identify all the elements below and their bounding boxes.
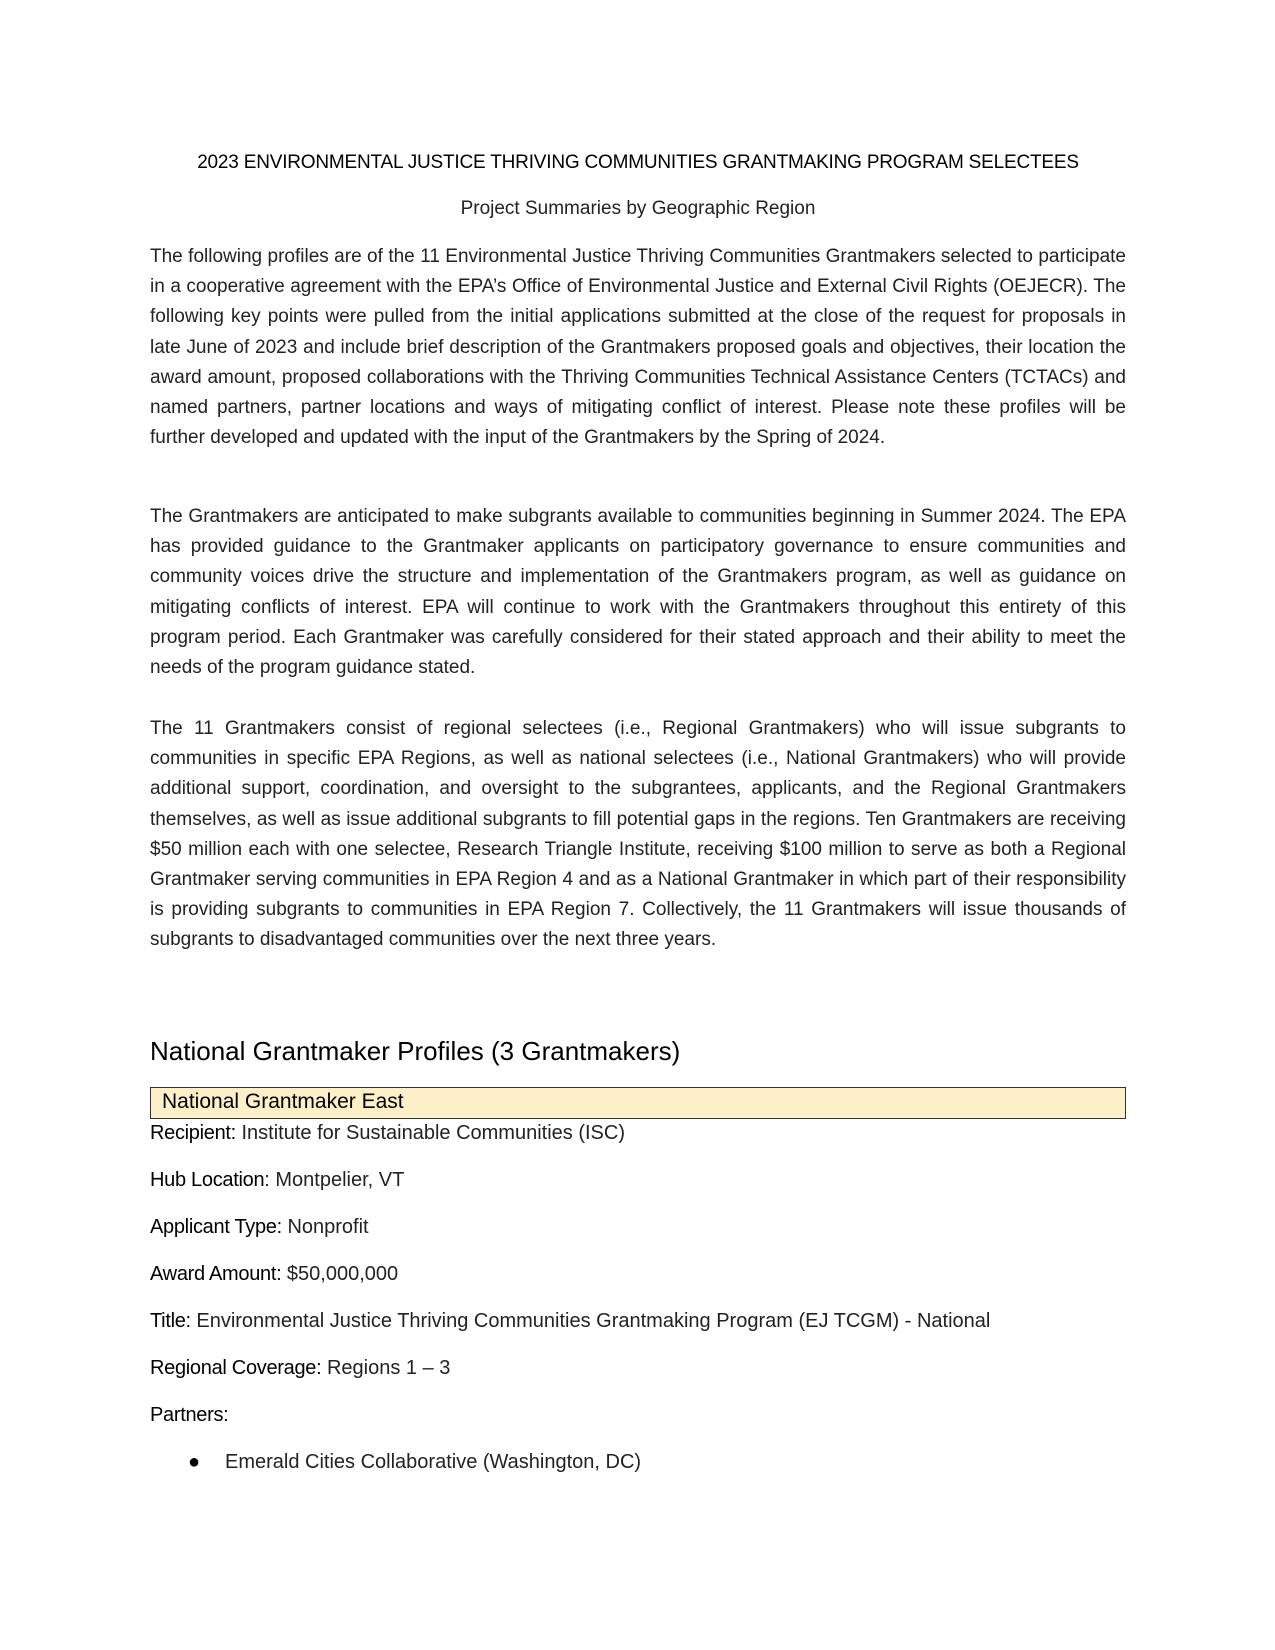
regional-coverage-label: Regional Coverage: bbox=[150, 1357, 322, 1379]
profile-title: National Grantmaker East bbox=[162, 1090, 404, 1113]
hub-location-value: : Montpelier, VT bbox=[264, 1169, 405, 1191]
intro-paragraph: The following profiles are of the 11 Environmental Justice Thriving Communities Grantmakers selected to participate in a cooperative agreement with the EPA’s Office of Environmental Justice and External Civil Rights (OEJECR). The following key points were pulled from the initial applications submitted at the close of the request for proposals in late June of 2023 and include brief description of the Grantmakers proposed goals and objectives, their location the award amount, proposed collaborations with the Thriving Communities Technical Assistance Centers (TCTACs) and named partners, partner locations and ways of mitigating conflict of interest. Please note these profiles will be further developed and updated with the input of the Grantmakers by the Spring of 2024. bbox=[150, 246, 1126, 449]
program-title-value: Environmental Justice Thriving Communities Grantmaking Program (EJ TCGM) - National bbox=[190, 1310, 991, 1332]
profile-header-box bbox=[150, 1087, 1126, 1119]
program-title-label: Title: bbox=[150, 1310, 191, 1332]
guidance-paragraph: The Grantmakers are anticipated to make subgrants available to communities beginning in Summer 2024. The EPA has provided guidance to the Grantmaker applicants on participatory governance to ensure communities and community voices drive the structure and implementation of the Grantmakers program, as well as guidance on mitigating conflicts of interest. EPA will continue to work with the Grantmakers throughout this entirety of this program period. Each Grantmaker was carefully considered for their stated approach and their ability to meet the needs of the program guidance stated. bbox=[150, 506, 1126, 679]
regional-coverage-field bbox=[150, 1357, 450, 1380]
program-title-field bbox=[150, 1310, 990, 1333]
section-heading: National Grantmaker Profiles (3 Grantmakers) bbox=[150, 1036, 681, 1066]
partners-label: Partners: bbox=[150, 1404, 229, 1426]
award-amount-field bbox=[150, 1263, 398, 1286]
recipient-field bbox=[150, 1122, 625, 1145]
recipient-label: Recipient: bbox=[150, 1122, 236, 1144]
award-amount-label: Award Amount: bbox=[150, 1263, 282, 1285]
recipient-value: Institute for Sustainable Communities (ISC) bbox=[235, 1122, 625, 1144]
hub-location-label: Hub Location bbox=[150, 1169, 265, 1191]
bullet-icon: ● bbox=[188, 1451, 201, 1473]
award-amount-value: $50,000,000 bbox=[281, 1263, 399, 1285]
hub-location-field bbox=[150, 1169, 404, 1192]
document-title: 2023 ENVIRONMENTAL JUSTICE THRIVING COMMUNITIES GRANTMAKING PROGRAM SELECTEES bbox=[197, 152, 1079, 173]
applicant-type-value: Nonprofit bbox=[281, 1216, 369, 1238]
partner-name: Emerald Cities Collaborative (Washington, DC) bbox=[225, 1451, 642, 1473]
regional-coverage-value: Regions 1 – 3 bbox=[321, 1357, 451, 1379]
partners-field bbox=[150, 1404, 228, 1427]
grantmakers-paragraph: The 11 Grantmakers consist of regional selectees (i.e., Regional Grantmakers) who will issue subgrants to communities in specific EPA Regions, as well as national selectees (i.e., National Grantmakers) who will provide additional support, coordination, and oversight to the subgrantees, applicants, and the Regional Grantmakers themselves, as well as issue additional subgrants to fill potential gaps in the regions. Ten Grantmakers are receiving $50 million each with one selectee, Research Triangle Institute, receiving $100 million to serve as both a Regional Grantmaker serving communities in EPA Region 4 and as a National Grantmaker in which part of their responsibility is providing subgrants to communities in EPA Region 7. Collectively, the 11 Grantmakers will issue thousands of subgrants to disadvantaged communities over the next three years. bbox=[150, 718, 1126, 951]
list-item bbox=[150, 1451, 641, 1474]
applicant-type-field bbox=[150, 1216, 369, 1239]
applicant-type-label: Applicant Type: bbox=[150, 1216, 282, 1238]
document-subtitle: Project Summaries by Geographic Region bbox=[460, 198, 816, 219]
partner-list bbox=[150, 1451, 641, 1474]
